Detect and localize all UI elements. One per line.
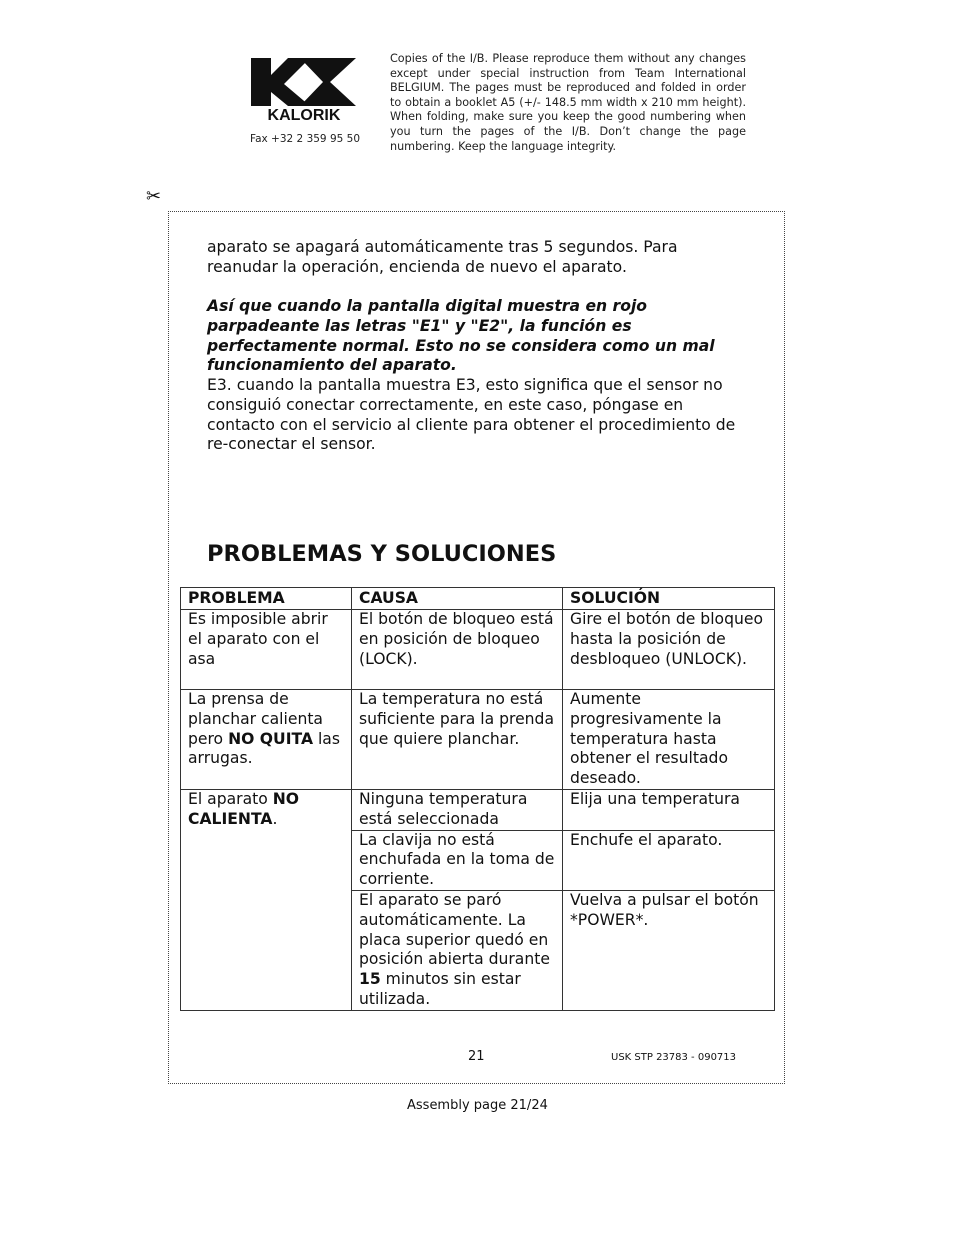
table-row xyxy=(181,790,775,831)
paragraph-e1-e2-note: Así que cuando la pantalla digital muestra en rojo parpadeante las letras "E1" y "E2", la función es perfectamente normal. Esto no se considera como un mal funcionamiento del aparato. xyxy=(207,297,715,375)
cause-cell: La clavija no está enchufada en la toma de corriente. xyxy=(352,830,563,890)
cause-cell: Ninguna temperatura está seleccionada xyxy=(352,790,563,831)
problem-emphasis: NO CALIENTA xyxy=(188,790,300,828)
scissors-icon: ✂ xyxy=(146,186,162,207)
problem-text-end: . xyxy=(272,809,278,828)
problem-cell xyxy=(181,790,352,1011)
section-heading: PROBLEMAS Y SOLUCIONES xyxy=(207,541,557,567)
problem-cell: Es imposible abrir el aparato con el asa xyxy=(181,610,352,690)
paragraph-auto-off: aparato se apagará automáticamente tras 5 segundos. Para reanudar la operación, encienda de nuevo el aparato. xyxy=(207,238,678,276)
table-header-row xyxy=(181,588,775,610)
header-cause: CAUSA xyxy=(352,588,563,610)
fax-number: Fax +32 2 359 95 50 xyxy=(250,133,361,145)
reproduction-notice: Copies of the I/B. Please reproduce them without any changes except under special instruction from Team International BELGIUM. The pages must be reproduced and folded in order to obtain a booklet A5 (+/- 148.5 mm width x 210 mm height). When folding, make sure you keep the good numbering when you turn the pages of the I/B. Don’t change the page numbering. Keep the language integrity. xyxy=(390,52,746,153)
solution-cell: Elija una temperatura xyxy=(563,790,775,831)
brand-text: KALORIK xyxy=(267,107,341,122)
cut-line-bottom xyxy=(168,1083,785,1084)
table-row xyxy=(181,610,775,690)
cause-emphasis: 15 xyxy=(359,970,381,989)
solution-cell: Enchufe el aparato. xyxy=(563,830,775,890)
cut-line-top xyxy=(168,211,785,212)
assembly-page-label: Assembly page 21/24 xyxy=(407,1098,548,1113)
table-row xyxy=(181,690,775,790)
document-reference: USK STP 23783 - 090713 xyxy=(611,1052,737,1063)
cause-text-end: minutos sin estar utilizada. xyxy=(359,970,521,1008)
paragraph-e3: E3. cuando la pantalla muestra E3, esto significa que el sensor no consiguió conectar correctamente, en este caso, póngase en contacto con el servicio al cliente para obtener el procedimiento de re-conectar el sensor. xyxy=(207,376,736,454)
cut-line-right xyxy=(784,211,785,1084)
problem-emphasis: NO QUITA xyxy=(228,729,314,748)
cause-cell xyxy=(352,890,563,1010)
troubleshooting-table xyxy=(180,587,774,1011)
problem-text: La prensa de planchar calienta pero xyxy=(188,690,323,748)
header-problem: PROBLEMA xyxy=(181,588,352,610)
solution-cell: Aumente progresivamente la temperatura hasta obtener el resultado deseado. xyxy=(563,690,775,790)
solution-cell: Gire el botón de bloqueo hasta la posición de desbloqueo (UNLOCK). xyxy=(563,610,775,690)
kalorik-logo-mark xyxy=(248,56,360,122)
header-solution: SOLUCIÓN xyxy=(563,588,775,610)
page-number: 21 xyxy=(468,1049,485,1064)
solution-cell: Vuelva a pulsar el botón *POWER*. xyxy=(563,890,775,1010)
cause-text: El aparato se paró automáticamente. La placa superior quedó en posición abierta durante xyxy=(359,890,550,969)
cut-line-left xyxy=(168,211,169,1084)
problem-text: El aparato xyxy=(188,790,273,808)
problem-text-end: las arrugas. xyxy=(188,729,340,768)
kalorik-logo xyxy=(248,56,360,122)
cause-cell: La temperatura no está suficiente para la prenda que quiere planchar. xyxy=(352,690,563,790)
problem-cell xyxy=(181,690,352,790)
cause-cell: El botón de bloqueo está en posición de bloqueo (LOCK). xyxy=(352,610,563,690)
